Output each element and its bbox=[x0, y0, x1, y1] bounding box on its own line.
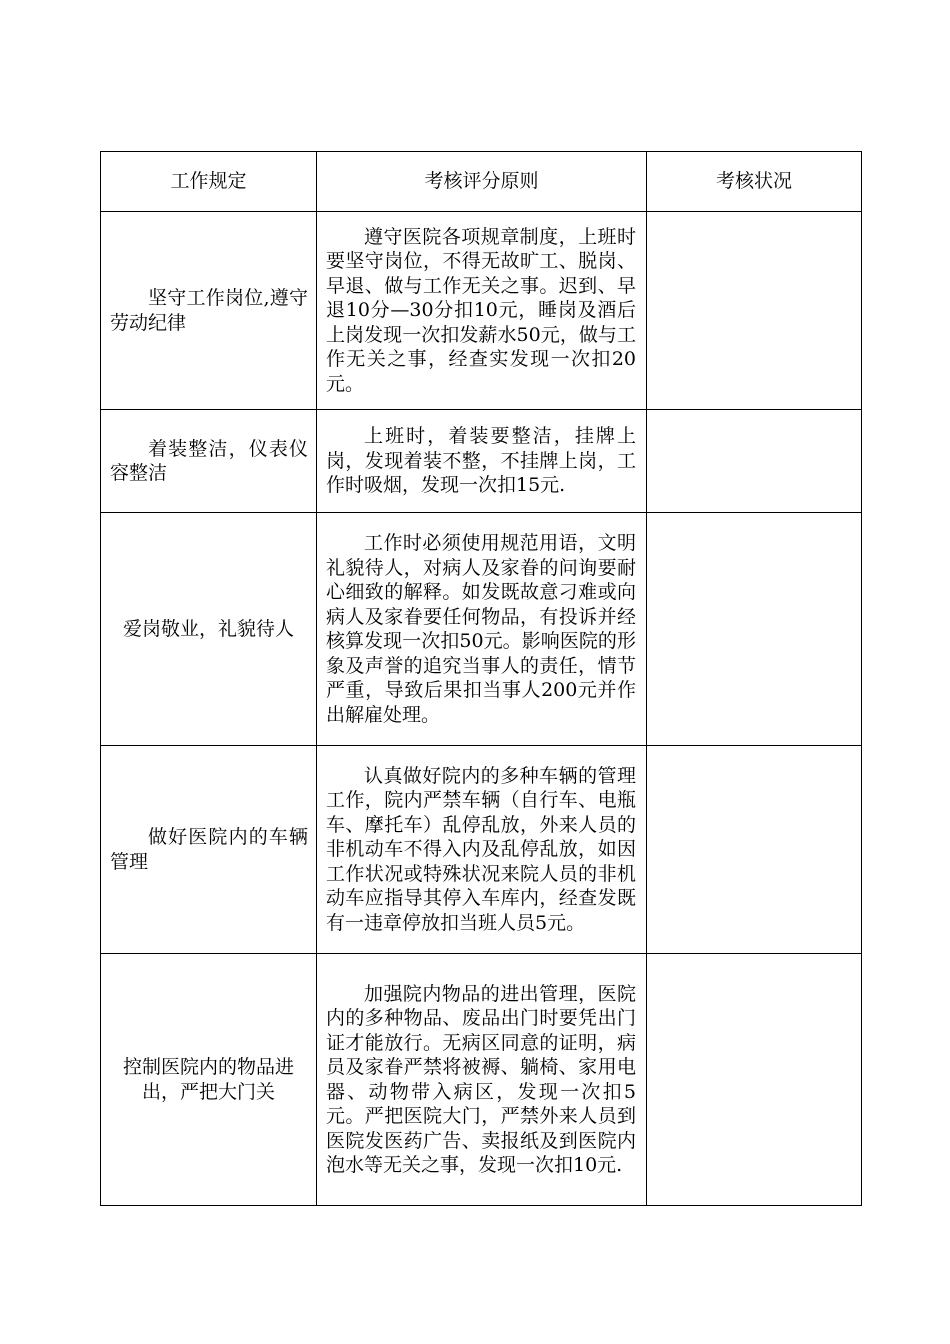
assessment-status-cell bbox=[647, 212, 862, 410]
work-rule-cell: 爱岗敬业，礼貌待人 bbox=[101, 513, 317, 746]
assessment-status-cell bbox=[647, 410, 862, 513]
table-header-row bbox=[101, 152, 862, 212]
header-assessment-status: 考核状况 bbox=[647, 152, 862, 212]
table-row bbox=[101, 954, 862, 1206]
table-row bbox=[101, 746, 862, 954]
assessment-status-cell bbox=[647, 954, 862, 1206]
assessment-status-cell bbox=[647, 746, 862, 954]
scoring-principle-cell: 上班时，着装要整洁，挂牌上岗，发现着装不整，不挂牌上岗，工作时吸烟，发现一次扣15元. bbox=[317, 410, 647, 513]
header-scoring-principle: 考核评分原则 bbox=[317, 152, 647, 212]
table-row bbox=[101, 410, 862, 513]
scoring-principle-cell: 遵守医院各项规章制度，上班时要坚守岗位，不得无故旷工、脱岗、早退、做与工作无关之事。迟到、早退10分—30分扣10元，睡岗及酒后上岗发现一次扣发薪水50元，做与工作无关之事，经查实发现一次扣20元。 bbox=[317, 212, 647, 410]
assessment-table bbox=[100, 151, 862, 1206]
work-rule-cell: 着装整洁，仪表仪容整洁 bbox=[101, 410, 317, 513]
scoring-principle-cell: 加强院内物品的进出管理，医院内的多种物品、废品出门时要凭出门证才能放行。无病区同意的证明，病员及家眷严禁将被褥、躺椅、家用电器、动物带入病区，发现一次扣5元。严把医院大门，严禁外来人员到医院发医药广告、卖报纸及到医院内泡水等无关之事，发现一次扣10元. bbox=[317, 954, 647, 1206]
assessment-status-cell bbox=[647, 513, 862, 746]
header-work-rule: 工作规定 bbox=[101, 152, 317, 212]
scoring-principle-cell: 工作时必须使用规范用语，文明礼貌待人，对病人及家眷的问询要耐心细致的解释。如发既故意刁难或向病人及家眷要任何物品，有投诉并经核算发现一次扣50元。影响医院的形象及声誉的追究当事人的责任，情节严重，导致后果扣当事人200元并作出解雇处理。 bbox=[317, 513, 647, 746]
work-rule-cell: 坚守工作岗位,遵守劳动纪律 bbox=[101, 212, 317, 410]
scoring-principle-cell: 认真做好院内的多种车辆的管理工作，院内严禁车辆（自行车、电瓶车、摩托车）乱停乱放，外来人员的非机动车不得入内及乱停乱放，如因工作状况或特殊状况来院人员的非机动车应指导其停入车库内，经查发既有一违章停放扣当班人员5元。 bbox=[317, 746, 647, 954]
table-row bbox=[101, 513, 862, 746]
work-rule-cell: 控制医院内的物品进出，严把大门关 bbox=[101, 954, 317, 1206]
table-row bbox=[101, 212, 862, 410]
work-rule-cell: 做好医院内的车辆管理 bbox=[101, 746, 317, 954]
